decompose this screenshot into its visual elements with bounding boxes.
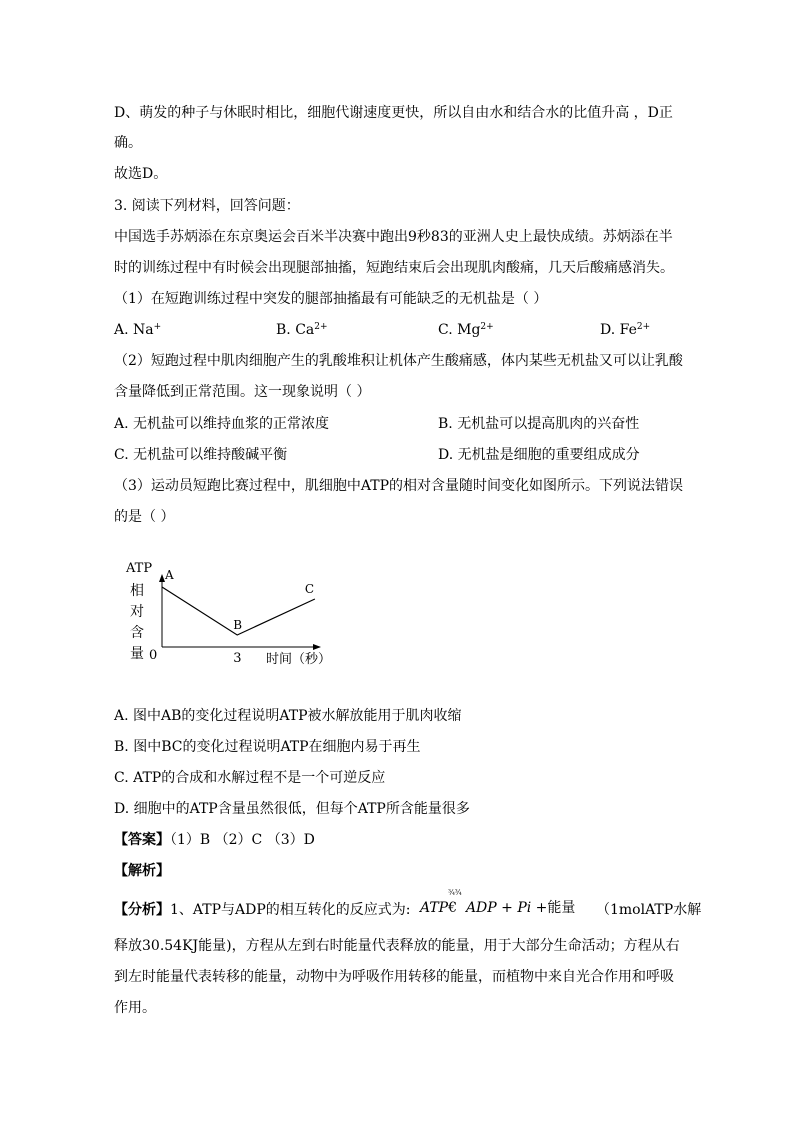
answer-label: 答案 bbox=[128, 832, 156, 848]
y-axis-label-char: 量 bbox=[130, 646, 144, 662]
q2-option-b: B. 无机盐可以提高肌肉的兴奋性 bbox=[438, 416, 640, 432]
paragraph-line: 确。 bbox=[114, 135, 142, 151]
formula-plus: +能量 bbox=[531, 900, 576, 916]
explanation-line bbox=[114, 900, 410, 920]
analysis-label: 解析 bbox=[128, 863, 156, 879]
paragraph-line: 故选D。 bbox=[114, 166, 168, 182]
formula-right: ADP + Pi bbox=[465, 900, 532, 916]
point-label-b: B bbox=[233, 618, 243, 632]
analysis-bracket-close: 】 bbox=[156, 863, 170, 879]
paragraph-line: D、萌发的种子与休眠时相比，细胞代谢速度更快，所以自由水和结合水的比值升高 ，D正 bbox=[114, 105, 673, 121]
analysis-heading bbox=[114, 861, 170, 881]
formula-left: ATP bbox=[420, 900, 449, 916]
q2-option-d: D. 无机盐是细胞的重要组成成分 bbox=[438, 447, 640, 463]
y-axis-label-char: 含 bbox=[130, 625, 144, 641]
paragraph-line: 含量降低到正常范围。这一现象说明（ ） bbox=[114, 384, 371, 400]
origin-label: 0 bbox=[149, 648, 158, 663]
y-axis-label-char: 对 bbox=[130, 604, 144, 620]
sub-question-3: （3）运动员短跑比赛过程中，肌细胞中ATP的相对含量随时间变化如图所示。下列说法错误 bbox=[114, 478, 684, 494]
answer-text: （1）B （2）C （3）D bbox=[170, 832, 315, 848]
option-superscript: + bbox=[153, 322, 162, 332]
q3-option-b: B. 图中BC的变化过程说明ATP在细胞内易于再生 bbox=[114, 739, 421, 755]
q3-option-c: C. ATP的合成和水解过程不是一个可逆反应 bbox=[114, 770, 386, 786]
option-text: A. Na bbox=[114, 322, 154, 338]
explanation-bracket-close: 】 bbox=[156, 902, 170, 918]
sub-question-2: （2）短跑过程中肌肉细胞产生的乳酸堆积让机体产生酸痛感，体内某些无机盐又可以让乳酸 bbox=[114, 353, 683, 369]
analysis-bracket-open: 【 bbox=[114, 863, 128, 879]
atp-chart bbox=[120, 555, 350, 675]
q1-option-d bbox=[600, 320, 650, 340]
question-title: 3. 阅读下列材料，回答问题： bbox=[114, 198, 300, 214]
explanation-tail: （1molATP水解 bbox=[596, 902, 702, 918]
q3-option-a: A. 图中AB的变化过程说明ATP被水解放能用于肌肉收缩 bbox=[114, 708, 462, 724]
explanation-line: 释放30.54KJ能量)，方程从左到右时能量代表释放的能量，用于大部分生命活动；方程从右 bbox=[114, 938, 680, 954]
formula-arrow: € ¾¾ bbox=[448, 889, 462, 916]
answer-bracket-close: 】 bbox=[156, 832, 170, 848]
explanation-label: 分析 bbox=[128, 902, 156, 918]
option-text: D. Fe bbox=[600, 322, 637, 338]
q1-option-b bbox=[276, 320, 328, 340]
option-superscript: 2+ bbox=[314, 322, 328, 332]
option-text: B. Ca bbox=[276, 322, 315, 338]
explanation-line: 到左时能量代表转移的能量，动物中为呼吸作用转移的能量，而植物中来自光合作用和呼吸 bbox=[114, 969, 674, 985]
paragraph-line: 的是（ ） bbox=[114, 509, 175, 525]
q2-option-c: C. 无机盐可以维持酸碱平衡 bbox=[114, 447, 288, 463]
answer-bracket-open: 【 bbox=[114, 832, 128, 848]
q1-option-c bbox=[438, 320, 494, 340]
y-axis-title: ATP bbox=[126, 561, 153, 576]
q3-option-d: D. 细胞中的ATP含量虽然很低，但每个ATP所含能量很多 bbox=[114, 801, 470, 817]
point-label-a: A bbox=[165, 568, 174, 582]
paragraph-line: 中国选手苏炳添在东京奥运会百米半决赛中跑出9秒83的亚洲人史上最快成绩。苏炳添在半 bbox=[114, 229, 673, 245]
explanation-bracket-open: 【 bbox=[114, 902, 128, 918]
option-superscript: 2+ bbox=[480, 322, 494, 332]
q2-option-a: A. 无机盐可以维持血浆的正常浓度 bbox=[114, 416, 330, 432]
formula-mark: ¾¾ bbox=[448, 889, 462, 897]
sub-question-1: （1）在短跑训练过程中突发的腿部抽搐最有可能缺乏的无机盐是（ ） bbox=[114, 291, 548, 307]
answer-line bbox=[114, 830, 315, 850]
atp-reaction-formula bbox=[420, 889, 576, 917]
x-tick-label: 3 bbox=[233, 651, 242, 666]
point-label-c: C bbox=[304, 582, 315, 596]
q1-option-a bbox=[114, 320, 161, 340]
explanation-lead: 1、ATP与ADP的相互转化的反应式为: bbox=[170, 902, 411, 918]
y-axis-label-char: 相 bbox=[130, 583, 144, 599]
option-superscript: 2+ bbox=[636, 322, 651, 332]
x-axis-title: 时间（秒） bbox=[266, 652, 332, 667]
explanation-line: 作用。 bbox=[114, 1000, 156, 1016]
paragraph-line: 时的训练过程中有时候会出现腿部抽搐，短跑结束后会出现肌肉酸痛，几天后酸痛感消失。 bbox=[114, 260, 674, 276]
option-text: C. Mg bbox=[438, 322, 481, 338]
